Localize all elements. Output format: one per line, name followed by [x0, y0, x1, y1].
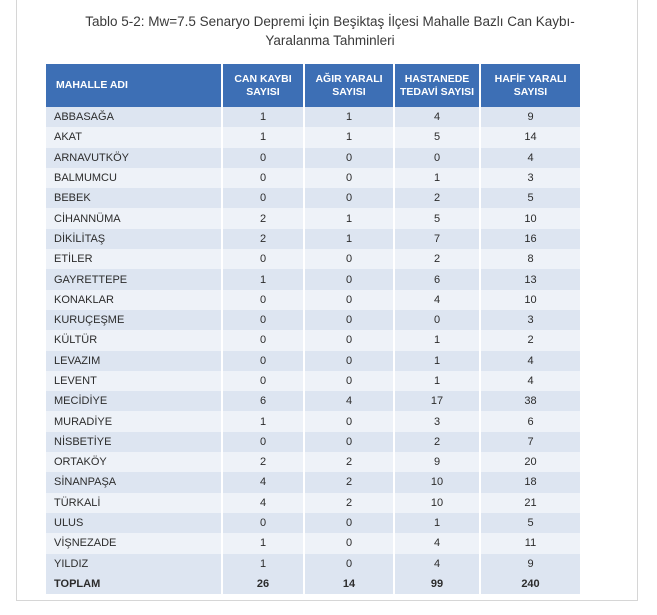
cell-agir-yarali: 2 [304, 452, 394, 472]
cell-can-kaybi: 0 [222, 310, 304, 330]
cell-agir-yarali: 0 [304, 513, 394, 533]
cell-agir-yarali: 1 [304, 107, 394, 127]
cell-hafif-yarali: 14 [480, 127, 580, 147]
cell-hastanede-tedavi: 10 [394, 493, 480, 513]
table-row [46, 493, 580, 513]
cell-can-kaybi: 2 [222, 452, 304, 472]
cell-mahalle-adi: ULUS [46, 513, 222, 533]
table-row [46, 269, 580, 289]
cell-can-kaybi: 0 [222, 432, 304, 452]
cell-mahalle-adi: YILDIZ [46, 554, 222, 574]
table-row [46, 188, 580, 208]
cell-agir-yarali: 0 [304, 371, 394, 391]
table-row [46, 371, 580, 391]
cell-hastanede-tedavi: 1 [394, 330, 480, 350]
cell-hastanede-tedavi: 2 [394, 188, 480, 208]
cell-can-kaybi: 1 [222, 411, 304, 431]
cell-hafif-yarali: 4 [480, 148, 580, 168]
cell-hafif-yarali: 4 [480, 351, 580, 371]
cell-can-kaybi: 4 [222, 493, 304, 513]
total-cell-hastanede-tedavi: 99 [394, 574, 480, 594]
cell-hastanede-tedavi: 1 [394, 351, 480, 371]
cell-hafif-yarali: 20 [480, 452, 580, 472]
cell-hastanede-tedavi: 9 [394, 452, 480, 472]
total-cell-mahalle-adi: TOPLAM [46, 574, 222, 594]
cell-mahalle-adi: NİSBETİYE [46, 432, 222, 452]
cell-hastanede-tedavi: 7 [394, 229, 480, 249]
cell-hastanede-tedavi: 3 [394, 411, 480, 431]
cell-can-kaybi: 0 [222, 513, 304, 533]
cell-agir-yarali: 0 [304, 269, 394, 289]
cell-hafif-yarali: 9 [480, 554, 580, 574]
cell-can-kaybi: 2 [222, 229, 304, 249]
total-cell-agir-yarali: 14 [304, 574, 394, 594]
cell-hafif-yarali: 18 [480, 472, 580, 492]
cell-mahalle-adi: DİKİLİTAŞ [46, 229, 222, 249]
cell-agir-yarali: 1 [304, 208, 394, 228]
cell-hafif-yarali: 3 [480, 168, 580, 188]
table-row [46, 351, 580, 371]
table-row [46, 533, 580, 553]
header-agir-yarali: AĞIR YARALI SAYISI [304, 64, 394, 107]
cell-hastanede-tedavi: 5 [394, 208, 480, 228]
cell-can-kaybi: 0 [222, 148, 304, 168]
cell-mahalle-adi: ARNAVUTKÖY [46, 148, 222, 168]
cell-mahalle-adi: SİNANPAŞA [46, 472, 222, 492]
cell-mahalle-adi: LEVAZIM [46, 351, 222, 371]
table-row [46, 554, 580, 574]
cell-hastanede-tedavi: 2 [394, 249, 480, 269]
cell-mahalle-adi: ETİLER [46, 249, 222, 269]
cell-hafif-yarali: 10 [480, 290, 580, 310]
total-cell-can-kaybi: 26 [222, 574, 304, 594]
cell-mahalle-adi: AKAT [46, 127, 222, 147]
cell-agir-yarali: 0 [304, 168, 394, 188]
cell-hafif-yarali: 8 [480, 249, 580, 269]
cell-agir-yarali: 0 [304, 432, 394, 452]
cell-agir-yarali: 0 [304, 554, 394, 574]
cell-hastanede-tedavi: 17 [394, 391, 480, 411]
cell-agir-yarali: 0 [304, 290, 394, 310]
table-body [46, 107, 580, 594]
cell-hastanede-tedavi: 1 [394, 371, 480, 391]
cell-hastanede-tedavi: 0 [394, 310, 480, 330]
cell-agir-yarali: 0 [304, 249, 394, 269]
cell-mahalle-adi: ABBASAĞA [46, 107, 222, 127]
cell-hafif-yarali: 3 [480, 310, 580, 330]
cell-hastanede-tedavi: 2 [394, 432, 480, 452]
table-row [46, 391, 580, 411]
title-line-2: Yaralanma Tahminleri [265, 33, 395, 48]
header-row [46, 64, 580, 107]
cell-hafif-yarali: 4 [480, 371, 580, 391]
header-mahalle-adi: MAHALLE ADI [46, 64, 222, 107]
table-row [46, 432, 580, 452]
cell-agir-yarali: 0 [304, 188, 394, 208]
cell-agir-yarali: 0 [304, 310, 394, 330]
casualty-table [46, 64, 580, 594]
table-row [46, 472, 580, 492]
table-row [46, 310, 580, 330]
table-row [46, 452, 580, 472]
cell-hastanede-tedavi: 1 [394, 168, 480, 188]
cell-hafif-yarali: 13 [480, 269, 580, 289]
cell-mahalle-adi: MURADİYE [46, 411, 222, 431]
cell-mahalle-adi: CİHANNÜMA [46, 208, 222, 228]
total-cell-hafif-yarali: 240 [480, 574, 580, 594]
cell-agir-yarali: 1 [304, 229, 394, 249]
cell-agir-yarali: 0 [304, 330, 394, 350]
table-row [46, 208, 580, 228]
cell-mahalle-adi: ORTAKÖY [46, 452, 222, 472]
cell-mahalle-adi: LEVENT [46, 371, 222, 391]
table-row [46, 107, 580, 127]
cell-hastanede-tedavi: 5 [394, 127, 480, 147]
cell-hastanede-tedavi: 0 [394, 148, 480, 168]
cell-can-kaybi: 1 [222, 269, 304, 289]
cell-can-kaybi: 0 [222, 290, 304, 310]
header-hastanede-tedavi: HASTANEDE TEDAVİ SAYISI [394, 64, 480, 107]
cell-can-kaybi: 1 [222, 554, 304, 574]
cell-hastanede-tedavi: 4 [394, 290, 480, 310]
cell-hastanede-tedavi: 10 [394, 472, 480, 492]
table-row [46, 229, 580, 249]
cell-hafif-yarali: 9 [480, 107, 580, 127]
cell-agir-yarali: 2 [304, 472, 394, 492]
cell-mahalle-adi: GAYRETTEPE [46, 269, 222, 289]
cell-hafif-yarali: 16 [480, 229, 580, 249]
table-row [46, 513, 580, 533]
cell-agir-yarali: 0 [304, 411, 394, 431]
table-row [46, 168, 580, 188]
cell-can-kaybi: 0 [222, 351, 304, 371]
cell-hafif-yarali: 7 [480, 432, 580, 452]
cell-hastanede-tedavi: 4 [394, 107, 480, 127]
cell-mahalle-adi: MECİDİYE [46, 391, 222, 411]
cell-agir-yarali: 4 [304, 391, 394, 411]
cell-hafif-yarali: 10 [480, 208, 580, 228]
cell-hastanede-tedavi: 4 [394, 533, 480, 553]
cell-mahalle-adi: BEBEK [46, 188, 222, 208]
cell-can-kaybi: 0 [222, 249, 304, 269]
cell-can-kaybi: 1 [222, 127, 304, 147]
cell-agir-yarali: 0 [304, 533, 394, 553]
table-row [46, 148, 580, 168]
cell-hafif-yarali: 2 [480, 330, 580, 350]
cell-can-kaybi: 1 [222, 107, 304, 127]
cell-agir-yarali: 0 [304, 148, 394, 168]
cell-mahalle-adi: VİŞNEZADE [46, 533, 222, 553]
header-can-kaybi: CAN KAYBI SAYISI [222, 64, 304, 107]
cell-hafif-yarali: 11 [480, 533, 580, 553]
cell-can-kaybi: 0 [222, 168, 304, 188]
cell-can-kaybi: 6 [222, 391, 304, 411]
cell-can-kaybi: 0 [222, 371, 304, 391]
table-row [46, 127, 580, 147]
cell-can-kaybi: 2 [222, 208, 304, 228]
cell-can-kaybi: 1 [222, 533, 304, 553]
cell-hafif-yarali: 21 [480, 493, 580, 513]
cell-can-kaybi: 4 [222, 472, 304, 492]
cell-mahalle-adi: KÜLTÜR [46, 330, 222, 350]
cell-hastanede-tedavi: 1 [394, 513, 480, 533]
cell-can-kaybi: 0 [222, 330, 304, 350]
header-hafif-yarali: HAFİF YARALI SAYISI [480, 64, 580, 107]
cell-can-kaybi: 0 [222, 188, 304, 208]
cell-hafif-yarali: 6 [480, 411, 580, 431]
cell-agir-yarali: 1 [304, 127, 394, 147]
cell-hastanede-tedavi: 4 [394, 554, 480, 574]
cell-agir-yarali: 2 [304, 493, 394, 513]
table-row [46, 249, 580, 269]
cell-hafif-yarali: 5 [480, 188, 580, 208]
cell-hafif-yarali: 5 [480, 513, 580, 533]
table-row [46, 330, 580, 350]
table-row [46, 411, 580, 431]
table-row [46, 290, 580, 310]
cell-mahalle-adi: KONAKLAR [46, 290, 222, 310]
total-row [46, 574, 580, 594]
cell-hastanede-tedavi: 6 [394, 269, 480, 289]
table-title [40, 12, 620, 50]
cell-mahalle-adi: BALMUMCU [46, 168, 222, 188]
title-line-1: Tablo 5-2: Mw=7.5 Senaryo Depremi İçin Beşiktaş İlçesi Mahalle Bazlı Can Kaybı- [85, 14, 575, 29]
cell-hafif-yarali: 38 [480, 391, 580, 411]
cell-agir-yarali: 0 [304, 351, 394, 371]
cell-mahalle-adi: KURUÇEŞME [46, 310, 222, 330]
cell-mahalle-adi: TÜRKALİ [46, 493, 222, 513]
